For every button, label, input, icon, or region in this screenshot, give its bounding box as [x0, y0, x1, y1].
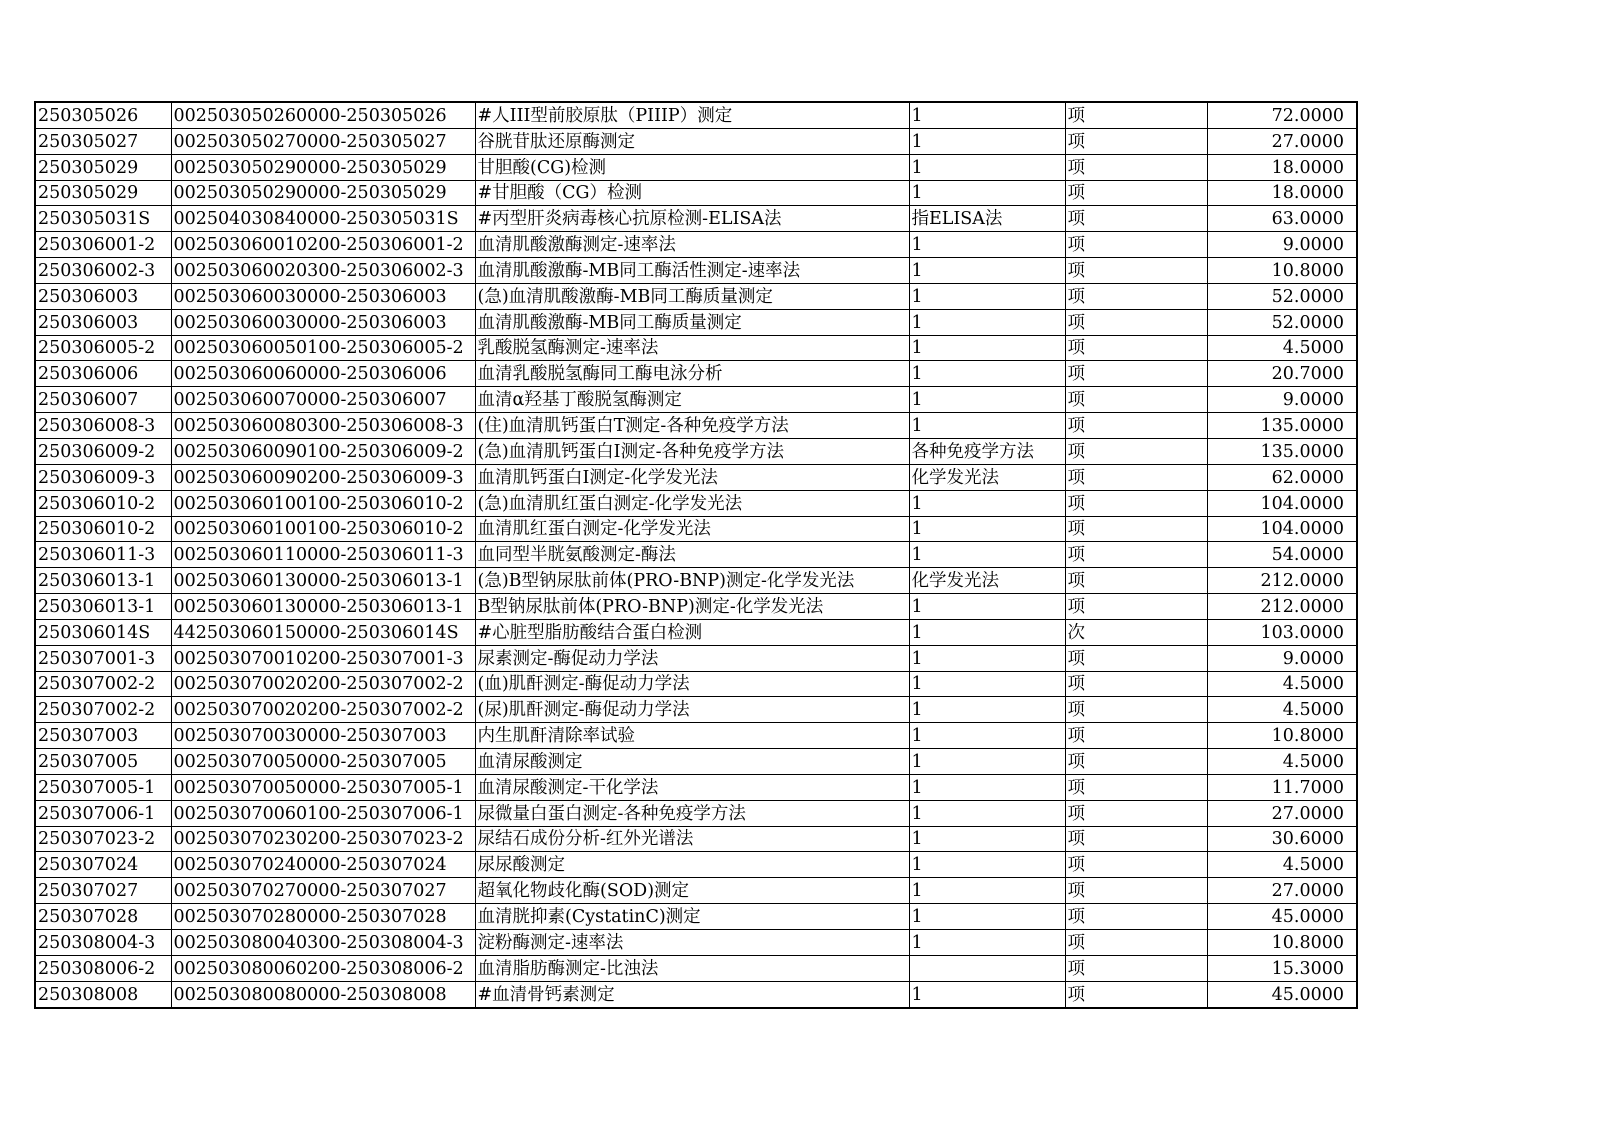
- price-cell: 63.0000: [1207, 206, 1357, 232]
- item-code-cell: 250308006-2: [35, 955, 171, 981]
- table-row: [35, 852, 1357, 878]
- item-code-cell: 250306013-1: [35, 594, 171, 620]
- note-cell: 1: [909, 154, 1065, 180]
- unit-cell: 项: [1065, 232, 1207, 258]
- table-row: [35, 697, 1357, 723]
- item-code-cell: 250306002-3: [35, 258, 171, 284]
- item-name-cell: 血清胱抑素(CystatinC)测定: [475, 904, 909, 930]
- note-cell: 1: [909, 904, 1065, 930]
- unit-cell: 项: [1065, 206, 1207, 232]
- price-cell: 9.0000: [1207, 387, 1357, 413]
- unit-cell: 项: [1065, 180, 1207, 206]
- item-code-cell: 250308008: [35, 981, 171, 1007]
- item-code-cell: 250305026: [35, 102, 171, 128]
- item-name-cell: 尿素测定-酶促动力学法: [475, 645, 909, 671]
- note-cell: 1: [909, 826, 1065, 852]
- table-row: [35, 594, 1357, 620]
- unit-cell: 项: [1065, 154, 1207, 180]
- item-name-cell: (住)血清肌钙蛋白T测定-各种免疫学方法: [475, 413, 909, 439]
- item-name-cell: B型钠尿肽前体(PRO-BNP)测定-化学发光法: [475, 594, 909, 620]
- item-name-cell: 淀粉酶测定-速率法: [475, 930, 909, 956]
- price-cell: 27.0000: [1207, 800, 1357, 826]
- item-code-cell: 250305027: [35, 128, 171, 154]
- unit-cell: 项: [1065, 516, 1207, 542]
- price-cell: 4.5000: [1207, 697, 1357, 723]
- full-code-cell: 002503060060000-250306006: [171, 361, 475, 387]
- price-cell: 10.8000: [1207, 258, 1357, 284]
- price-cell: 9.0000: [1207, 232, 1357, 258]
- unit-cell: 项: [1065, 438, 1207, 464]
- table-row: [35, 930, 1357, 956]
- note-cell: 各种免疫学方法: [909, 438, 1065, 464]
- note-cell: 1: [909, 645, 1065, 671]
- full-code-cell: 002503070270000-250307027: [171, 878, 475, 904]
- note-cell: 1: [909, 387, 1065, 413]
- note-cell: 1: [909, 258, 1065, 284]
- full-code-cell: 002503060090100-250306009-2: [171, 438, 475, 464]
- item-code-cell: 250308004-3: [35, 930, 171, 956]
- unit-cell: 项: [1065, 930, 1207, 956]
- unit-cell: 项: [1065, 490, 1207, 516]
- unit-cell: 项: [1065, 645, 1207, 671]
- item-code-cell: 250307002-2: [35, 697, 171, 723]
- note-cell: 1: [909, 413, 1065, 439]
- note-cell: 1: [909, 697, 1065, 723]
- note-cell: 1: [909, 128, 1065, 154]
- price-cell: 212.0000: [1207, 594, 1357, 620]
- item-code-cell: 250305031S: [35, 206, 171, 232]
- table-row: [35, 981, 1357, 1007]
- unit-cell: 项: [1065, 800, 1207, 826]
- table-row: [35, 154, 1357, 180]
- price-cell: 54.0000: [1207, 542, 1357, 568]
- item-name-cell: (血)肌酐测定-酶促动力学法: [475, 671, 909, 697]
- item-name-cell: 甘胆酸(CG)检测: [475, 154, 909, 180]
- note-cell: 1: [909, 800, 1065, 826]
- item-code-cell: 250306009-2: [35, 438, 171, 464]
- item-code-cell: 250307005-1: [35, 774, 171, 800]
- item-name-cell: (尿)肌酐测定-酶促动力学法: [475, 697, 909, 723]
- price-cell: 9.0000: [1207, 645, 1357, 671]
- item-code-cell: 250307005: [35, 749, 171, 775]
- item-code-cell: 250306005-2: [35, 335, 171, 361]
- item-name-cell: 尿结石成份分析-红外光谱法: [475, 826, 909, 852]
- item-code-cell: 250307006-1: [35, 800, 171, 826]
- price-cell: 27.0000: [1207, 878, 1357, 904]
- item-name-cell: 血清肌钙蛋白Ⅰ测定-化学发光法: [475, 464, 909, 490]
- note-cell: 1: [909, 774, 1065, 800]
- table-row: [35, 955, 1357, 981]
- note-cell: 指ELISA法: [909, 206, 1065, 232]
- table-body: [35, 102, 1357, 1008]
- note-cell: 1: [909, 516, 1065, 542]
- item-name-cell: #血清骨钙素测定: [475, 981, 909, 1007]
- full-code-cell: 002503080040300-250308004-3: [171, 930, 475, 956]
- unit-cell: 项: [1065, 128, 1207, 154]
- full-code-cell: 002503080080000-250308008: [171, 981, 475, 1007]
- unit-cell: 项: [1065, 904, 1207, 930]
- full-code-cell: 002503050270000-250305027: [171, 128, 475, 154]
- price-cell: 30.6000: [1207, 826, 1357, 852]
- price-cell: 15.3000: [1207, 955, 1357, 981]
- price-cell: 135.0000: [1207, 413, 1357, 439]
- item-code-cell: 250306003: [35, 309, 171, 335]
- price-cell: 52.0000: [1207, 309, 1357, 335]
- item-name-cell: 血清肌酸激酶-MB同工酶活性测定-速率法: [475, 258, 909, 284]
- item-code-cell: 250307028: [35, 904, 171, 930]
- item-name-cell: 血清乳酸脱氢酶同工酶电泳分析: [475, 361, 909, 387]
- table-row: [35, 904, 1357, 930]
- table-row: [35, 258, 1357, 284]
- table-row: [35, 361, 1357, 387]
- item-name-cell: 尿尿酸测定: [475, 852, 909, 878]
- note-cell: 1: [909, 232, 1065, 258]
- item-name-cell: #甘胆酸（CG）检测: [475, 180, 909, 206]
- note-cell: 1: [909, 180, 1065, 206]
- table-row: [35, 464, 1357, 490]
- price-cell: 103.0000: [1207, 619, 1357, 645]
- full-code-cell: 002503060100100-250306010-2: [171, 516, 475, 542]
- unit-cell: 项: [1065, 102, 1207, 128]
- note-cell: 化学发光法: [909, 568, 1065, 594]
- table-row: [35, 826, 1357, 852]
- fee-schedule-table: [34, 101, 1358, 1009]
- price-cell: 4.5000: [1207, 852, 1357, 878]
- note-cell: 1: [909, 930, 1065, 956]
- full-code-cell: 002503060030000-250306003: [171, 283, 475, 309]
- price-cell: 104.0000: [1207, 490, 1357, 516]
- table-row: [35, 568, 1357, 594]
- item-name-cell: #丙型肝炎病毒核心抗原检测-ELISA法: [475, 206, 909, 232]
- unit-cell: 项: [1065, 283, 1207, 309]
- item-name-cell: 尿微量白蛋白测定-各种免疫学方法: [475, 800, 909, 826]
- note-cell: 1: [909, 542, 1065, 568]
- price-cell: 10.8000: [1207, 930, 1357, 956]
- full-code-cell: 002503060030000-250306003: [171, 309, 475, 335]
- price-cell: 27.0000: [1207, 128, 1357, 154]
- table-row: [35, 102, 1357, 128]
- unit-cell: 项: [1065, 723, 1207, 749]
- price-cell: 18.0000: [1207, 180, 1357, 206]
- unit-cell: 项: [1065, 309, 1207, 335]
- table-row: [35, 438, 1357, 464]
- full-code-cell: 002504030840000-250305031S: [171, 206, 475, 232]
- table-row: [35, 309, 1357, 335]
- note-cell: 1: [909, 490, 1065, 516]
- unit-cell: 项: [1065, 671, 1207, 697]
- note-cell: 1: [909, 981, 1065, 1007]
- price-cell: 72.0000: [1207, 102, 1357, 128]
- unit-cell: 项: [1065, 387, 1207, 413]
- table-row: [35, 128, 1357, 154]
- price-cell: 11.7000: [1207, 774, 1357, 800]
- full-code-cell: 002503060090200-250306009-3: [171, 464, 475, 490]
- table-row: [35, 283, 1357, 309]
- item-code-cell: 250307001-3: [35, 645, 171, 671]
- note-cell: 1: [909, 361, 1065, 387]
- table-row: [35, 542, 1357, 568]
- table-row: [35, 723, 1357, 749]
- item-code-cell: 250307003: [35, 723, 171, 749]
- table-row: [35, 335, 1357, 361]
- table-row: [35, 619, 1357, 645]
- unit-cell: 项: [1065, 335, 1207, 361]
- item-name-cell: (急)血清肌红蛋白测定-化学发光法: [475, 490, 909, 516]
- table-row: [35, 671, 1357, 697]
- full-code-cell: 002503050260000-250305026: [171, 102, 475, 128]
- price-cell: 18.0000: [1207, 154, 1357, 180]
- unit-cell: 项: [1065, 464, 1207, 490]
- table-row: [35, 800, 1357, 826]
- table-row: [35, 387, 1357, 413]
- full-code-cell: 002503070060100-250307006-1: [171, 800, 475, 826]
- item-name-cell: 血清尿酸测定-干化学法: [475, 774, 909, 800]
- price-cell: 212.0000: [1207, 568, 1357, 594]
- full-code-cell: 002503060110000-250306011-3: [171, 542, 475, 568]
- item-code-cell: 250306007: [35, 387, 171, 413]
- item-code-cell: 250307024: [35, 852, 171, 878]
- price-cell: 45.0000: [1207, 981, 1357, 1007]
- full-code-cell: 002503070030000-250307003: [171, 723, 475, 749]
- item-name-cell: 血清肌酸激酶-MB同工酶质量测定: [475, 309, 909, 335]
- full-code-cell: 002503060080300-250306008-3: [171, 413, 475, 439]
- unit-cell: 项: [1065, 826, 1207, 852]
- unit-cell: 次: [1065, 619, 1207, 645]
- price-cell: 104.0000: [1207, 516, 1357, 542]
- full-code-cell: 002503060010200-250306001-2: [171, 232, 475, 258]
- unit-cell: 项: [1065, 413, 1207, 439]
- full-code-cell: 442503060150000-250306014S: [171, 619, 475, 645]
- full-code-cell: 002503070020200-250307002-2: [171, 697, 475, 723]
- note-cell: 化学发光法: [909, 464, 1065, 490]
- price-cell: 45.0000: [1207, 904, 1357, 930]
- note-cell: 1: [909, 102, 1065, 128]
- price-cell: 20.7000: [1207, 361, 1357, 387]
- item-code-cell: 250306003: [35, 283, 171, 309]
- unit-cell: 项: [1065, 361, 1207, 387]
- full-code-cell: 002503060130000-250306013-1: [171, 594, 475, 620]
- note-cell: 1: [909, 852, 1065, 878]
- item-code-cell: 250307023-2: [35, 826, 171, 852]
- item-code-cell: 250306013-1: [35, 568, 171, 594]
- item-code-cell: 250306006: [35, 361, 171, 387]
- item-name-cell: (急)血清肌钙蛋白Ⅰ测定-各种免疫学方法: [475, 438, 909, 464]
- item-name-cell: (急)B型钠尿肽前体(PRO-BNP)测定-化学发光法: [475, 568, 909, 594]
- full-code-cell: 002503060020300-250306002-3: [171, 258, 475, 284]
- unit-cell: 项: [1065, 542, 1207, 568]
- item-name-cell: 血清脂肪酶测定-比浊法: [475, 955, 909, 981]
- item-code-cell: 250305029: [35, 180, 171, 206]
- unit-cell: 项: [1065, 258, 1207, 284]
- unit-cell: 项: [1065, 774, 1207, 800]
- item-name-cell: 血清肌酸激酶测定-速率法: [475, 232, 909, 258]
- note-cell: 1: [909, 619, 1065, 645]
- table-row: [35, 645, 1357, 671]
- item-code-cell: 250307002-2: [35, 671, 171, 697]
- table-row: [35, 878, 1357, 904]
- note-cell: 1: [909, 594, 1065, 620]
- item-code-cell: 250306008-3: [35, 413, 171, 439]
- table-row: [35, 749, 1357, 775]
- unit-cell: 项: [1065, 594, 1207, 620]
- full-code-cell: 002503070050000-250307005: [171, 749, 475, 775]
- item-name-cell: 血清α羟基丁酸脱氢酶测定: [475, 387, 909, 413]
- unit-cell: 项: [1065, 852, 1207, 878]
- item-code-cell: 250306010-2: [35, 516, 171, 542]
- item-name-cell: 超氧化物歧化酶(SOD)测定: [475, 878, 909, 904]
- price-cell: 135.0000: [1207, 438, 1357, 464]
- full-code-cell: 002503070020200-250307002-2: [171, 671, 475, 697]
- full-code-cell: 002503050290000-250305029: [171, 154, 475, 180]
- note-cell: 1: [909, 671, 1065, 697]
- unit-cell: 项: [1065, 981, 1207, 1007]
- item-code-cell: 250306014S: [35, 619, 171, 645]
- note-cell: 1: [909, 283, 1065, 309]
- item-code-cell: 250307027: [35, 878, 171, 904]
- full-code-cell: 002503060130000-250306013-1: [171, 568, 475, 594]
- item-name-cell: 血清尿酸测定: [475, 749, 909, 775]
- full-code-cell: 002503060100100-250306010-2: [171, 490, 475, 516]
- unit-cell: 项: [1065, 749, 1207, 775]
- note-cell: 1: [909, 335, 1065, 361]
- price-cell: 62.0000: [1207, 464, 1357, 490]
- full-code-cell: 002503070230200-250307023-2: [171, 826, 475, 852]
- table-row: [35, 206, 1357, 232]
- full-code-cell: 002503080060200-250308006-2: [171, 955, 475, 981]
- price-cell: 4.5000: [1207, 749, 1357, 775]
- unit-cell: 项: [1065, 878, 1207, 904]
- full-code-cell: 002503060070000-250306007: [171, 387, 475, 413]
- table-row: [35, 413, 1357, 439]
- unit-cell: 项: [1065, 568, 1207, 594]
- note-cell: 1: [909, 749, 1065, 775]
- item-code-cell: 250305029: [35, 154, 171, 180]
- note-cell: 1: [909, 723, 1065, 749]
- price-cell: 52.0000: [1207, 283, 1357, 309]
- note-cell: 1: [909, 309, 1065, 335]
- table-row: [35, 516, 1357, 542]
- full-code-cell: 002503060050100-250306005-2: [171, 335, 475, 361]
- item-name-cell: (急)血清肌酸激酶-MB同工酶质量测定: [475, 283, 909, 309]
- item-name-cell: #人III型前胶原肽（PIIIP）测定: [475, 102, 909, 128]
- price-cell: 4.5000: [1207, 335, 1357, 361]
- table-row: [35, 232, 1357, 258]
- item-name-cell: 乳酸脱氢酶测定-速率法: [475, 335, 909, 361]
- item-code-cell: 250306009-3: [35, 464, 171, 490]
- full-code-cell: 002503070280000-250307028: [171, 904, 475, 930]
- table-row: [35, 490, 1357, 516]
- item-name-cell: 血同型半胱氨酸测定-酶法: [475, 542, 909, 568]
- price-cell: 10.8000: [1207, 723, 1357, 749]
- item-name-cell: 内生肌酐清除率试验: [475, 723, 909, 749]
- table-row: [35, 774, 1357, 800]
- item-name-cell: #心脏型脂肪酸结合蛋白检测: [475, 619, 909, 645]
- table-row: [35, 180, 1357, 206]
- item-code-cell: 250306001-2: [35, 232, 171, 258]
- full-code-cell: 002503070050000-250307005-1: [171, 774, 475, 800]
- unit-cell: 项: [1065, 697, 1207, 723]
- item-name-cell: 血清肌红蛋白测定-化学发光法: [475, 516, 909, 542]
- item-code-cell: 250306010-2: [35, 490, 171, 516]
- note-cell: [909, 955, 1065, 981]
- item-name-cell: 谷胱苷肽还原酶测定: [475, 128, 909, 154]
- price-cell: 4.5000: [1207, 671, 1357, 697]
- full-code-cell: 002503050290000-250305029: [171, 180, 475, 206]
- unit-cell: 项: [1065, 955, 1207, 981]
- full-code-cell: 002503070240000-250307024: [171, 852, 475, 878]
- full-code-cell: 002503070010200-250307001-3: [171, 645, 475, 671]
- note-cell: 1: [909, 878, 1065, 904]
- item-code-cell: 250306011-3: [35, 542, 171, 568]
